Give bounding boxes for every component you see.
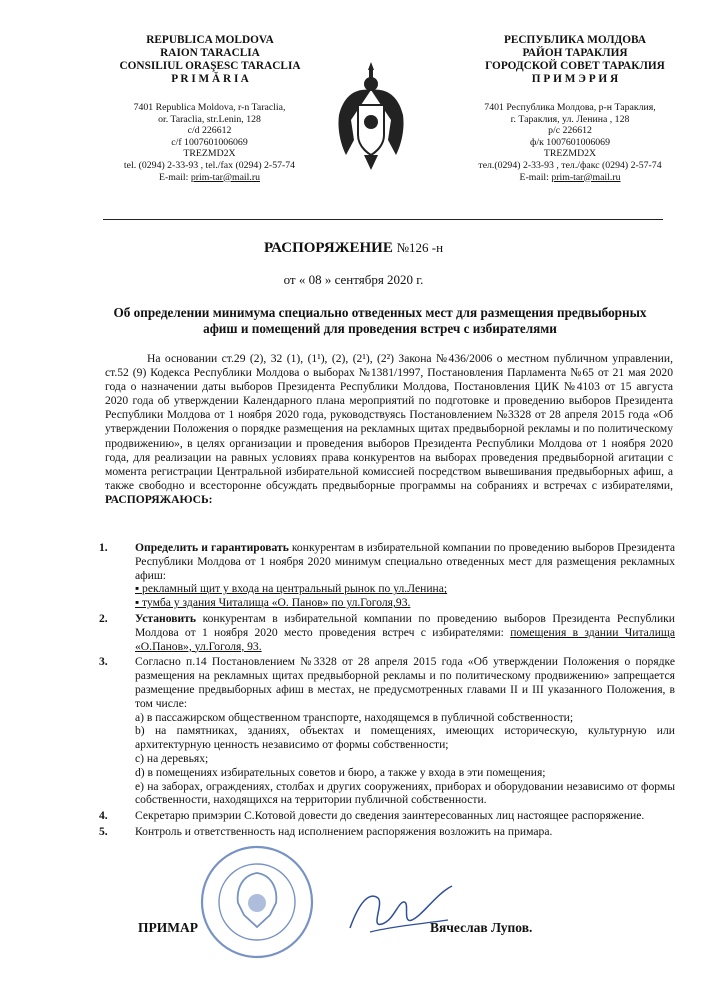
- address-line: TREZMD2X: [543, 148, 597, 160]
- order-items: [95, 541, 675, 841]
- address-line: c/f 1007601006069: [171, 136, 248, 148]
- address-line: c/d 226612: [187, 125, 232, 137]
- header-line: REPUBLICA MOLDOVA: [146, 34, 274, 46]
- header-left: [115, 34, 305, 86]
- title-label: РАСПОРЯЖЕНИЕ: [263, 240, 393, 256]
- address-line: тел.(0294) 2-33-93 , тел./факс (0294) 2-57-74: [478, 159, 662, 171]
- order-word: РАСПОРЯЖАЮСЬ:: [105, 492, 213, 506]
- header-line: П Р И М Э Р И Я: [531, 73, 619, 85]
- item-number: 5.: [99, 824, 108, 838]
- item-text: конкурентам в избирательной компании по проведению выборов Президента Республики Молдова от 1 ноября 2020 место проведения встреч с избирателями:: [135, 611, 675, 639]
- sub-item: c) на деревьях;: [135, 751, 209, 765]
- address-line: г. Тараклия, ул. Ленина , 128: [510, 113, 630, 125]
- email-link[interactable]: prim-tar@mail.ru: [551, 171, 621, 183]
- address-line: tel. (0294) 2-33-93 , tel./fax (0294) 2-57-74: [123, 159, 296, 171]
- title-number: №126 -н: [396, 240, 444, 255]
- item-underlined-text: помещения в здании Читалища «О.Панов», ул.Гоголя, 93.: [135, 625, 675, 653]
- sub-item: a) в пассажирском общественном транспорте, находящемся в публичной собственности;: [135, 710, 574, 724]
- coat-of-arms-emblem: [336, 60, 406, 175]
- document-subject: Об определении минимума специально отведенных мест для размещения предвыборных афиш и помещений для проведения встреч с избирателями: [113, 305, 647, 336]
- item-text: конкурентам в избирательной компании по проведению выборов Президента Республики Молдова от 1 ноября 2020 минимум специально отведенных мест для размещения рекламных афиш:: [135, 541, 675, 582]
- address-right: [455, 102, 685, 183]
- email-line: [102, 172, 317, 184]
- document-date: от « 08 » сентября 2020 г.: [283, 272, 424, 287]
- sub-item: e) на заборах, ограждениях, столбах и других сооружениях, приборах и оборудовании независимо от формы собственности, находящихся на территории публичной собственности.: [135, 779, 675, 807]
- address-line: р/с 226612: [548, 125, 592, 137]
- item-number: 1.: [99, 541, 108, 554]
- preamble-text: На основании ст.29 (2), 32 (1), (1¹), (2), (2¹), (2²) Закона №436/2006 о местном публичном управлении, ст.52 (9) Кодекса Республики Молдова о выборах №1381/1997, Постановления Парламента №65 от 21 мая 2020 года о назначении даты выборов Президента Республики Молдова, Постановления ЦИК №4103 от 15 августа 2020 года об утверждении Календарного плана мероприятий по подготовке и проведению выборов Президента Республики Молдова от 1 ноября 2020 года, руководствуясь Постановлением №3328 от 28 апреля 2015 года «Об утверждении Положения о порядке размещения на рекламных щитах предвыборной рекламы и по политическому продвижению», в целях организации и проведения выборов Президента Республики Молдова от 1 ноября 2020 года, для реализации на равных условиях права конкурентов на выборах проведения предвыборной агитации с момента регистрации Центральной избирательной комиссией посредством вывешивания предвыборных афиш, а также свободно и всесторонне обсуждать предвыборные программы на собраниях и встречах с избирателями,: [105, 352, 673, 492]
- sub-item: b) на памятниках, зданиях, объектах и помещениях, имеющих историческую, культурную или архитектурную ценность независимо от формы собственности;: [135, 724, 675, 752]
- official-stamp: [198, 843, 316, 961]
- list-item: [95, 612, 675, 653]
- email-label: E-mail:: [159, 171, 191, 183]
- header-right: [470, 34, 680, 86]
- address-left: [102, 102, 317, 183]
- email-line: [455, 172, 685, 184]
- preamble: [105, 352, 673, 507]
- item-text: Согласно п.14 Постановлением №3328 от 28 апреля 2015 года «Об утверждении Положения о порядке размещения на рекламных щитах предвыборной рекламы и по политическому продвижению» запрещается размещение предвыборных афиш в местах, не предусмотренных главами II и III указанного Положения, в том числе:: [135, 655, 675, 710]
- list-item: [95, 655, 675, 807]
- header-line: РАЙОН ТАРАКЛИЯ: [522, 47, 628, 59]
- sub-item: d) в помещениях избирательных советов и бюро, а также у входа в эти помещения;: [135, 765, 546, 779]
- header-line: CONSILIUL ORAŞESC TARACLIA: [119, 60, 301, 72]
- signatory-title: ПРИМАР: [138, 920, 198, 935]
- item-text: Контроль и ответственность над исполнением распоряжения возложить на примара.: [135, 824, 553, 838]
- address-line: TREZMD2X: [183, 148, 236, 160]
- header-line: RAION TARACLIA: [160, 47, 260, 59]
- address-line: ф/к 1007601006069: [530, 136, 610, 148]
- bullet-item: ▪ рекламный щит у входа на центральный рынок по ул.Ленина;: [135, 582, 675, 596]
- list-item: [95, 809, 675, 823]
- signatory-name: Вячеслав Лупов.: [430, 920, 533, 935]
- email-link[interactable]: prim-tar@mail.ru: [190, 171, 260, 183]
- item-text: Секретарю примэрии С.Котовой довести до сведения заинтересованных лиц настоящее распоряжение.: [135, 809, 645, 823]
- item-number: 2.: [99, 611, 108, 625]
- header-divider: [103, 219, 663, 220]
- header-line: ГОРОДСКОЙ СОВЕТ ТАРАКЛИЯ: [485, 60, 665, 72]
- address-line: 7401 Республика Молдова, р-н Тараклия,: [484, 102, 656, 113]
- address-line: or. Taraclia, str.Lenin, 128: [158, 113, 261, 125]
- list-item: [95, 825, 675, 839]
- document-title: [0, 240, 707, 257]
- header-line: P R I M Ă R I A: [171, 73, 249, 85]
- email-label: E-mail:: [519, 171, 552, 183]
- item-number: 4.: [99, 809, 108, 823]
- item-bold-text: Установить: [135, 611, 196, 625]
- item-bold-text: Определить и гарантировать: [135, 541, 289, 554]
- address-line: 7401 Republica Moldova, r-n Taraclia,: [133, 102, 286, 113]
- bullet-item: ▪ тумба у здания Читалища «О. Панов» по ул.Гоголя,93.: [135, 596, 675, 610]
- header-line: РЕСПУБЛИКА МОЛДОВА: [503, 34, 647, 46]
- list-item: [95, 541, 675, 610]
- item-number: 3.: [99, 655, 108, 669]
